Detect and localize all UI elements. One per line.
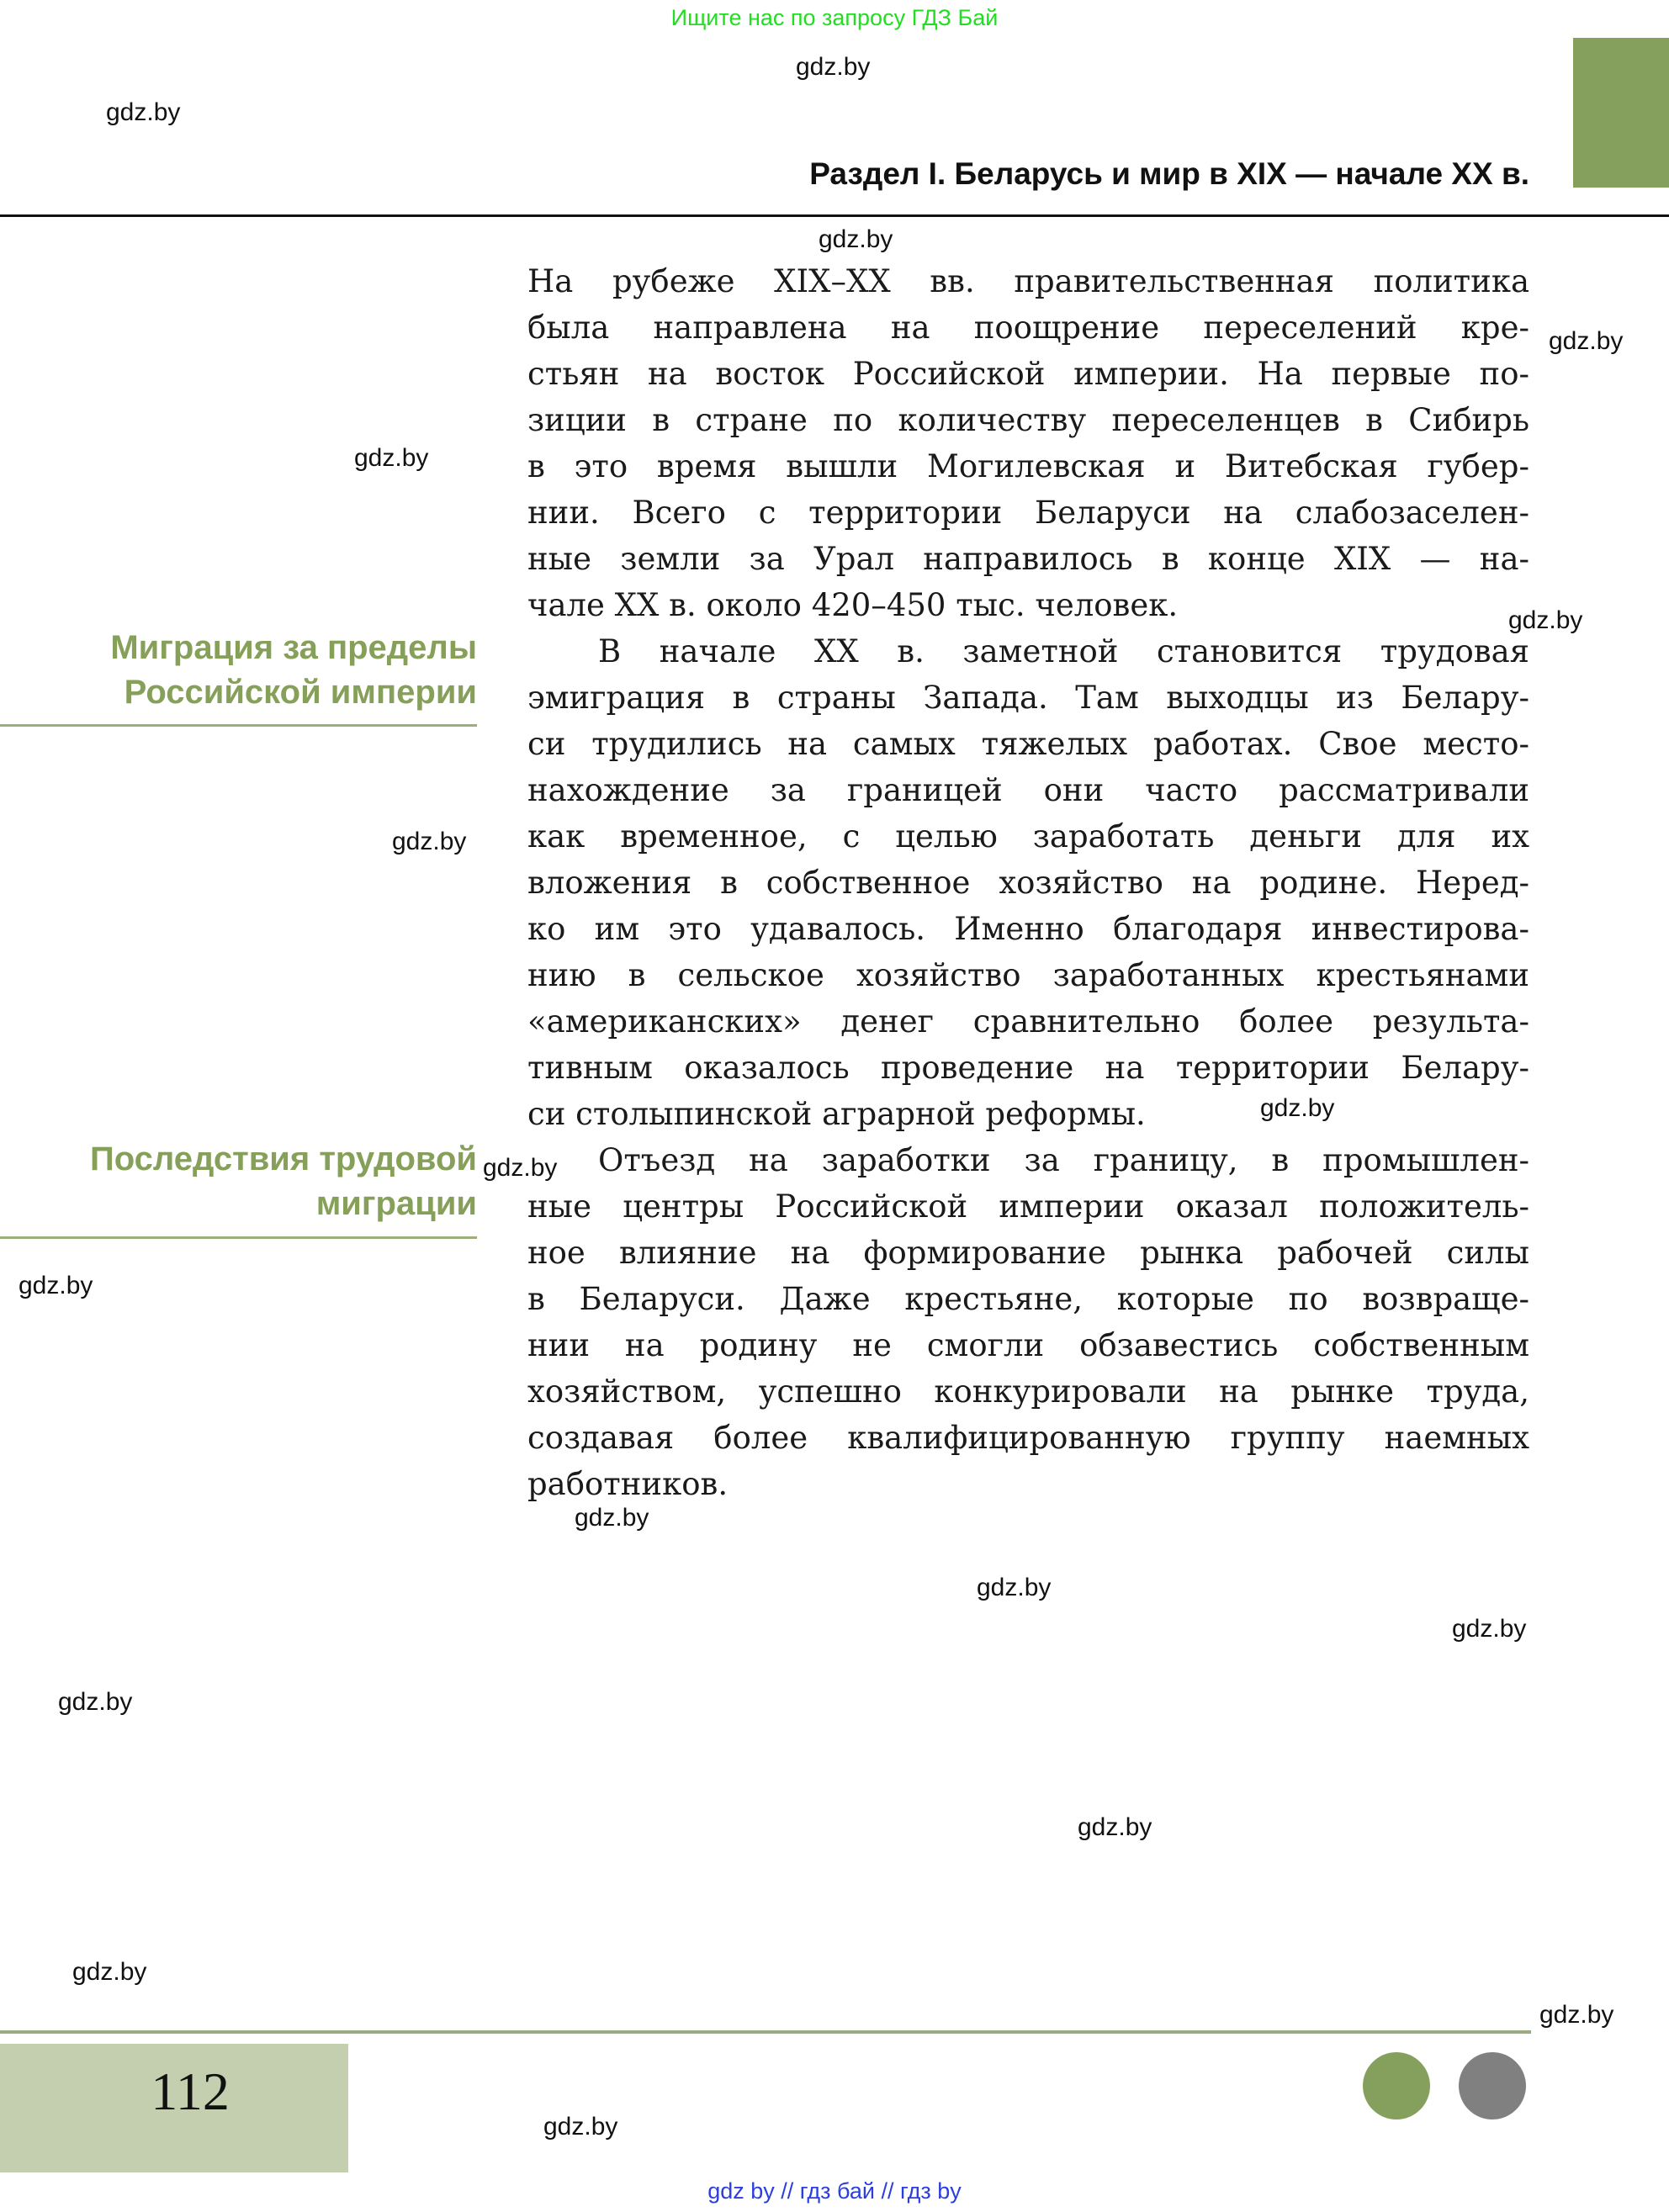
side-heading-line: Миграция за пределы [110, 629, 477, 666]
text-line: работников. [527, 1466, 729, 1502]
text-line: чале XX в. около 420–450 тыс. человек. [527, 587, 1179, 623]
watermark: gdz.by [1539, 2001, 1614, 2029]
watermark: gdz.by [819, 225, 893, 253]
side-heading-migration [110, 626, 477, 715]
green-circle-icon [1363, 2052, 1430, 2119]
watermark: gdz.by [1508, 606, 1583, 634]
text-line: си трудились на самых тяжелых работах. Свое место- [527, 726, 1529, 762]
text-line: хозяйством, успешно конкурировали на рынке труда, [527, 1373, 1529, 1410]
side-heading-line: Российской империи [124, 674, 477, 711]
text-line: ное влияние на формирование рынка рабочей силы [527, 1235, 1529, 1271]
watermark: gdz.by [1078, 1813, 1152, 1841]
text-line: нахождение за границей они часто рассматривали [527, 772, 1529, 808]
text-line: В начале XX в. заметной становится трудовая [598, 633, 1529, 669]
watermark: gdz.by [354, 444, 429, 472]
text-line: ные земли за Урал направилось в конце XIX — на- [527, 541, 1529, 577]
watermark: gdz.by [1452, 1615, 1527, 1643]
text-line: стьян на восток Российской империи. На первые по- [527, 356, 1529, 392]
text-line: нии на родину не смогли обзавестись собственным [527, 1327, 1529, 1363]
side-heading-rule [0, 724, 477, 727]
watermark: gdz.by [796, 53, 871, 81]
side-heading-rule [0, 1236, 477, 1239]
side-heading-consequences [90, 1137, 477, 1226]
grey-circle-icon [1459, 2052, 1526, 2119]
search-hint: Ищите нас по запросу ГДЗ Бай [670, 5, 999, 30]
text-line: си столыпинской аграрной реформы. [527, 1096, 1146, 1132]
watermark: gdz.by [575, 1504, 649, 1532]
watermark: gdz.by [1260, 1094, 1335, 1122]
text-line: нии. Всего с территории Беларуси на слабозаселен- [527, 495, 1529, 531]
header-rule [0, 214, 1669, 217]
text-line: вложения в собственное хозяйство на родине. Неред- [527, 865, 1529, 901]
text-line: как временное, с целью заработать деньги для их [527, 818, 1529, 855]
body-text [527, 258, 1529, 1507]
footer-rule [0, 2030, 1531, 2034]
section-title: Раздел I. Беларусь и мир в XIX — начале XX в. [809, 156, 1529, 191]
watermark: gdz.by [1549, 327, 1624, 355]
bottom-note: gdz by // гдз бай // гдз by [707, 2178, 962, 2204]
section-tab [1573, 38, 1669, 188]
watermark: gdz.by [977, 1574, 1052, 1601]
watermark: gdz.by [19, 1272, 93, 1299]
text-line: создавая более квалифицированную группу наемных [527, 1420, 1529, 1456]
side-heading-line: миграции [315, 1185, 477, 1222]
text-line: зиции в стране по количеству переселенцев в Сибирь [527, 402, 1529, 438]
text-line: тивным оказалось проведение на территории Белару- [527, 1050, 1529, 1086]
text-line: «американских» денег сравнительно более результа- [527, 1003, 1529, 1040]
text-line: в это время вышли Могилевская и Витебская губер- [527, 448, 1529, 484]
text-line: На рубеже XIX–XX вв. правительственная политика [527, 263, 1529, 299]
watermark: gdz.by [543, 2113, 618, 2141]
watermark: gdz.by [106, 98, 181, 126]
text-line: эмиграция в страны Запада. Там выходцы из Белару- [527, 680, 1529, 716]
page-number: 112 [151, 2061, 230, 2121]
text-line: Отъезд на заработки за границу, в промышлен- [598, 1142, 1529, 1178]
watermark: gdz.by [392, 828, 467, 855]
text-line: ные центры Российской империи оказал положитель- [527, 1188, 1529, 1225]
watermark: gdz.by [58, 1688, 133, 1716]
text-line: ко им это удавалось. Именно благодаря инвестирова- [527, 911, 1529, 947]
watermark: gdz.by [72, 1958, 147, 1986]
watermark: gdz.by [483, 1154, 558, 1182]
text-line: нию в сельское хозяйство заработанных крестьянами [527, 957, 1529, 993]
text-line: в Беларуси. Даже крестьяне, которые по возвраще- [527, 1281, 1529, 1317]
text-line: была направлена на поощрение переселений кре- [527, 310, 1529, 346]
side-heading-line: Последствия трудовой [89, 1140, 477, 1177]
